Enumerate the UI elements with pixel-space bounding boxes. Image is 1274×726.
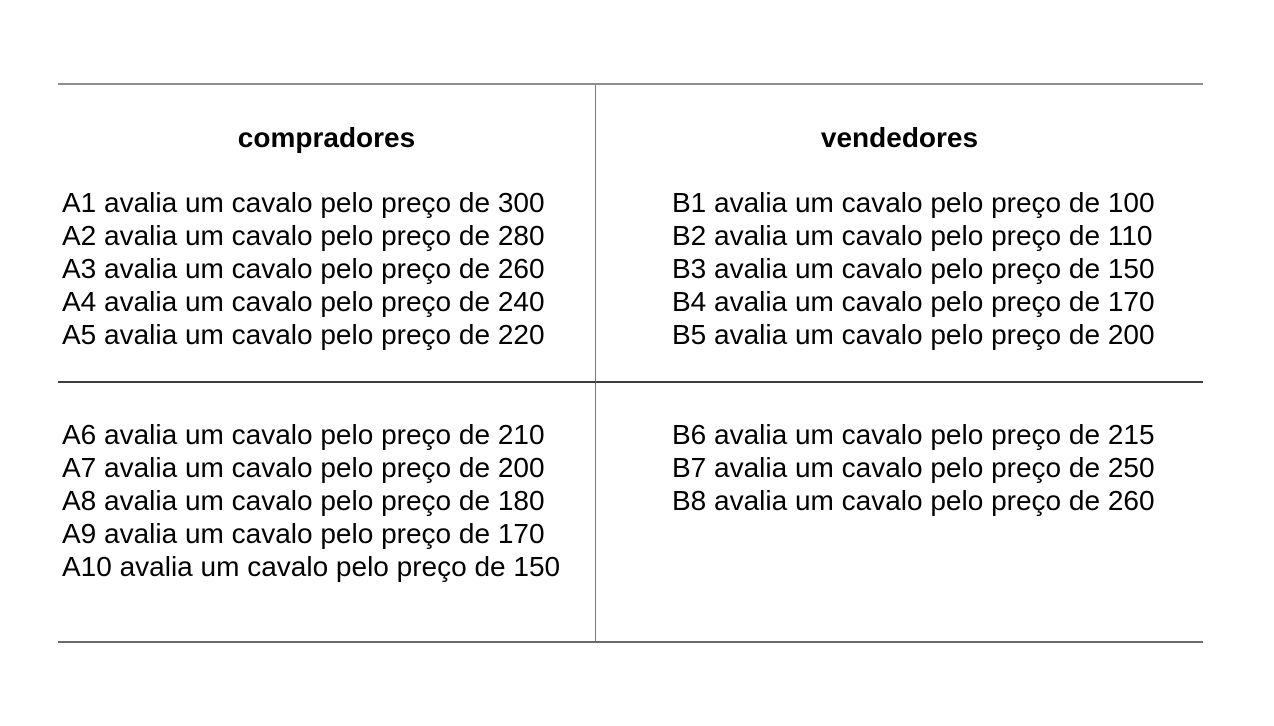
- sellers-list-bottom: [596, 418, 1203, 517]
- seller-valuation-row: B6 avalia um cavalo pelo preço de 215: [672, 419, 1155, 450]
- column-header-compradores: compradores: [237, 122, 416, 153]
- cell-buyers-bottom: [58, 383, 596, 641]
- buyer-valuation-row: A9 avalia um cavalo pelo preço de 170: [62, 518, 545, 549]
- seller-valuation-row: B2 avalia um cavalo pelo preço de 110: [672, 220, 1153, 251]
- seller-valuation-row: B3 avalia um cavalo pelo preço de 150: [672, 253, 1155, 284]
- cell-sellers-bottom: [596, 383, 1203, 641]
- sellers-list-top: [596, 186, 1203, 351]
- buyer-valuation-row: A7 avalia um cavalo pelo preço de 200: [62, 452, 545, 483]
- buyers-list-top: [58, 186, 595, 351]
- buyer-valuation-row: A2 avalia um cavalo pelo preço de 280: [62, 220, 545, 251]
- column-header-vendedores: vendedores: [820, 122, 979, 153]
- seller-valuation-row: B5 avalia um cavalo pelo preço de 200: [672, 319, 1155, 350]
- seller-valuation-row: B8 avalia um cavalo pelo preço de 260: [672, 485, 1155, 516]
- seller-valuation-row: B7 avalia um cavalo pelo preço de 250: [672, 452, 1155, 483]
- buyer-valuation-row: A3 avalia um cavalo pelo preço de 260: [62, 253, 545, 284]
- buyer-valuation-row: A8 avalia um cavalo pelo preço de 180: [62, 485, 545, 516]
- cell-sellers-top: [596, 85, 1203, 383]
- cell-buyers-top: [58, 85, 596, 383]
- buyer-valuation-row: A1 avalia um cavalo pelo preço de 300: [62, 187, 545, 218]
- buyer-valuation-row: A6 avalia um cavalo pelo preço de 210: [62, 419, 545, 450]
- buyer-valuation-row: A4 avalia um cavalo pelo preço de 240: [62, 286, 545, 317]
- seller-valuation-row: B1 avalia um cavalo pelo preço de 100: [672, 187, 1155, 218]
- buyers-list-bottom: [58, 418, 595, 583]
- buyer-valuation-row: A5 avalia um cavalo pelo preço de 220: [62, 319, 545, 350]
- seller-valuation-row: B4 avalia um cavalo pelo preço de 170: [672, 286, 1155, 317]
- valuation-table: [58, 83, 1203, 643]
- buyer-valuation-row: A10 avalia um cavalo pelo preço de 150: [62, 551, 561, 582]
